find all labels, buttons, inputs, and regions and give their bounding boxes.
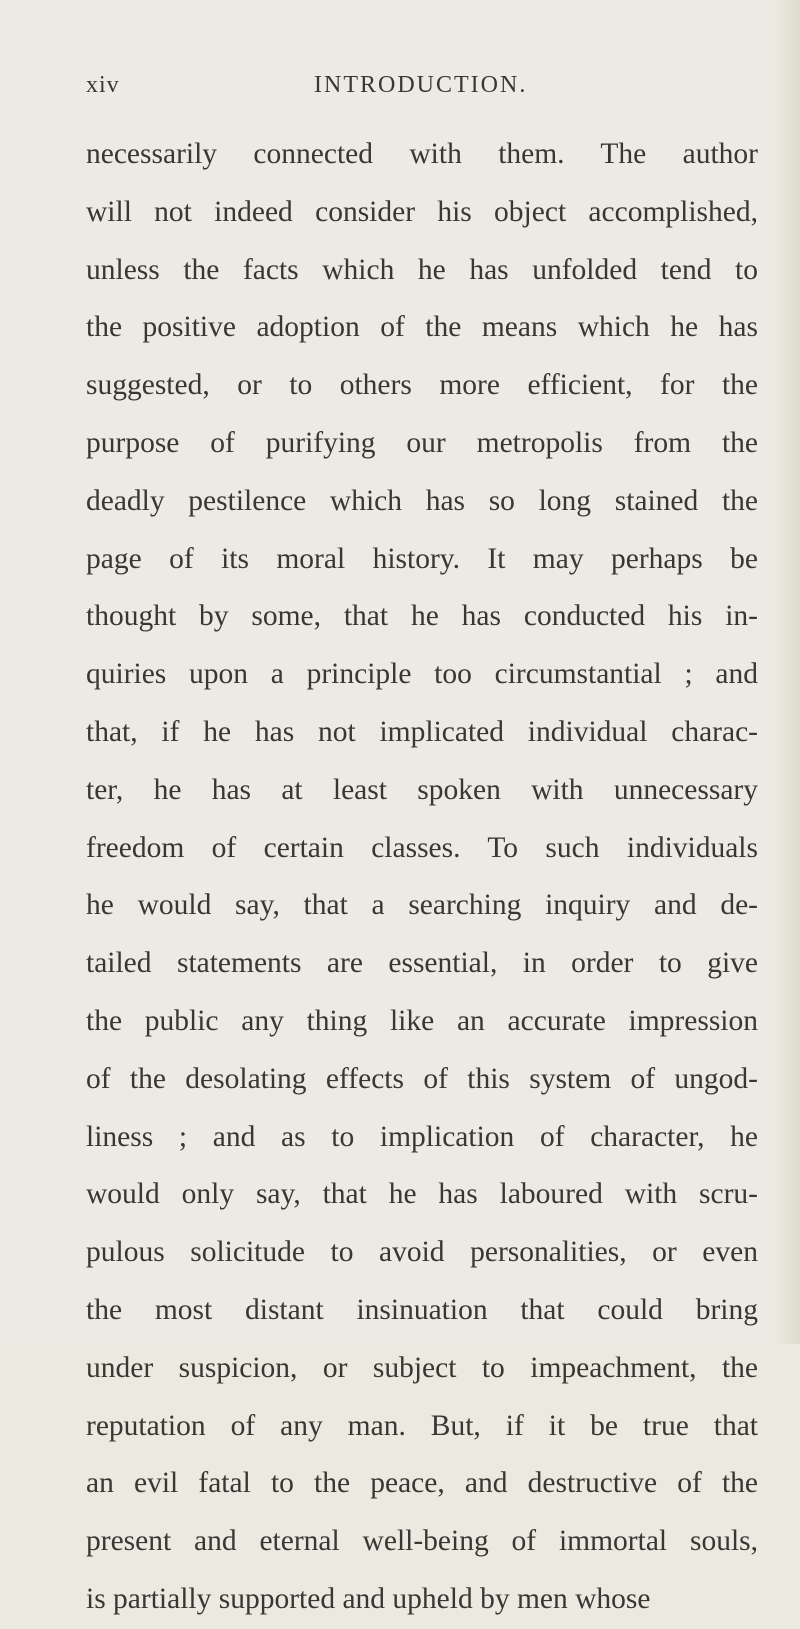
text-line: the most distant insinuation that could bring — [86, 1293, 758, 1326]
text-line: thought by some, that he has conducted his in- — [86, 600, 758, 633]
text-line: that, if he has not implicated individual charac- — [86, 715, 758, 748]
text-line: quiries upon a principle too circumstantial ; and — [86, 658, 758, 691]
text-line: he would say, that a searching inquiry and de- — [86, 889, 758, 922]
text-line: the positive adoption of the means which he has — [86, 311, 758, 344]
text-line: unless the facts which he has unfolded tend to — [86, 253, 758, 286]
page-number: xiv — [86, 72, 120, 98]
text-line: the public any thing like an accurate impression — [86, 1004, 758, 1037]
running-head — [86, 72, 766, 112]
running-title: INTRODUCTION. — [314, 72, 528, 98]
text-line: ter, he has at least spoken with unnecessary — [86, 773, 758, 806]
text-line: suggested, or to others more efficient, for the — [86, 369, 758, 402]
text-line: pulous solicitude to avoid personalities, or even — [86, 1236, 758, 1269]
text-line: freedom of certain classes. To such individuals — [86, 831, 758, 864]
text-line: deadly pestilence which has so long stained the — [86, 484, 758, 517]
text-line: of the desolating effects of this system of ungod- — [86, 1062, 758, 1095]
text-line: tailed statements are essential, in order to give — [86, 947, 758, 980]
text-line: necessarily connected with them. The author — [86, 138, 758, 170]
text-line: under suspicion, or subject to impeachment, the — [86, 1351, 758, 1384]
body-text — [86, 126, 758, 1629]
text-line: an evil fatal to the peace, and destructive of the — [86, 1467, 758, 1500]
text-line: is partially supported and upheld by men whose — [86, 1582, 651, 1615]
text-line: would only say, that he has laboured with scru- — [86, 1178, 758, 1211]
text-line: will not indeed consider his object accomplished, — [86, 195, 758, 228]
text-line: page of its moral history. It may perhaps be — [86, 542, 758, 575]
text-line: present and eternal well-being of immortal souls, — [86, 1525, 758, 1558]
text-line: purpose of purifying our metropolis from the — [86, 426, 758, 459]
text-line: liness ; and as to implication of character, he — [86, 1120, 758, 1153]
text-line: reputation of any man. But, if it be true that — [86, 1409, 758, 1442]
